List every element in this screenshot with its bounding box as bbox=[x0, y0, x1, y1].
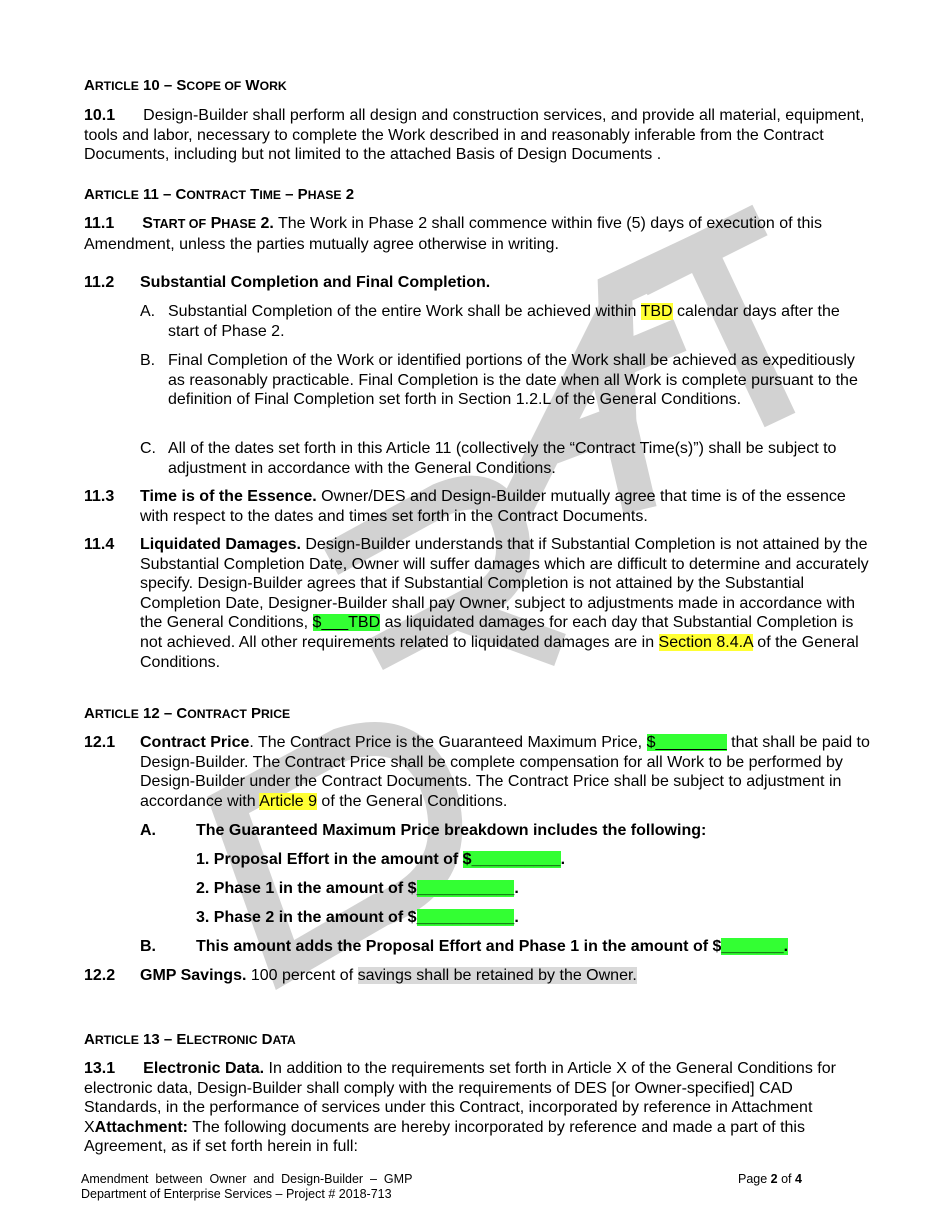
section-13-1: 13.1 Electronic Data. In addition to the requirements set forth in Article X of the General Conditions for electronic data, Design-Builder shall comply with the requirements of DES [or Owner-specified] CAD Standards, in the performance of services under this Contract, incorporated by reference in Attachment XAttachment: The following documents are hereby incorporated by reference and made a part of this Agreement, as if set forth herein in full: bbox=[84, 1060, 836, 1156]
contract-price-amount: $________ bbox=[646, 734, 727, 751]
gmp-item-3: 3. Phase 2 in the amount of $___________. bbox=[196, 909, 519, 926]
footer-line-2: Department of Enterprise Services – Project # 2018-713 bbox=[81, 1187, 392, 1201]
item-12-1-a: A. The Guaranteed Maximum Price breakdown includes the following: bbox=[140, 822, 707, 839]
page-number: Page 2 of 4 bbox=[738, 1172, 802, 1186]
article-12-heading: ARTICLE 12 – CONTRACT PRICE bbox=[84, 705, 291, 722]
article-11-heading: ARTICLE 11 – CONTRACT TIME – PHASE 2 bbox=[84, 186, 355, 203]
section-11-1: 11.1 START OF PHASE 2. The Work in Phase 2 shall commence within five (5) days of execution of this Amendment, unless the parties mutually agree otherwise in writing. bbox=[84, 215, 822, 253]
gmp-item-2: 2. Phase 1 in the amount of $___________. bbox=[196, 880, 519, 897]
gmp-item-1: 1. Proposal Effort in the amount of $__________. bbox=[196, 851, 566, 868]
article-10-heading: ARTICLE 10 – SCOPE OF WORK bbox=[84, 77, 287, 94]
watermark-letter-f bbox=[615, 250, 700, 440]
item-12-1-b: B. This amount adds the Proposal Effort and Phase 1 in the amount of $_______. bbox=[140, 938, 789, 955]
liquidated-damages-amount: $___TBD bbox=[312, 614, 381, 632]
section-10-1: 10.1 Design-Builder shall perform all design and construction services, and provide all material, equipment, tools and labor, necessary to complete the Work described in and reasonably inferable from the Contract Documents, including but not limited to the attached Basis of Design Documents . bbox=[84, 107, 865, 164]
article-13-heading: ARTICLE 13 – ELECTRONIC DATA bbox=[84, 1031, 296, 1048]
footer-line-1: Amendment between Owner and Design-Builder – GMP bbox=[81, 1172, 413, 1186]
